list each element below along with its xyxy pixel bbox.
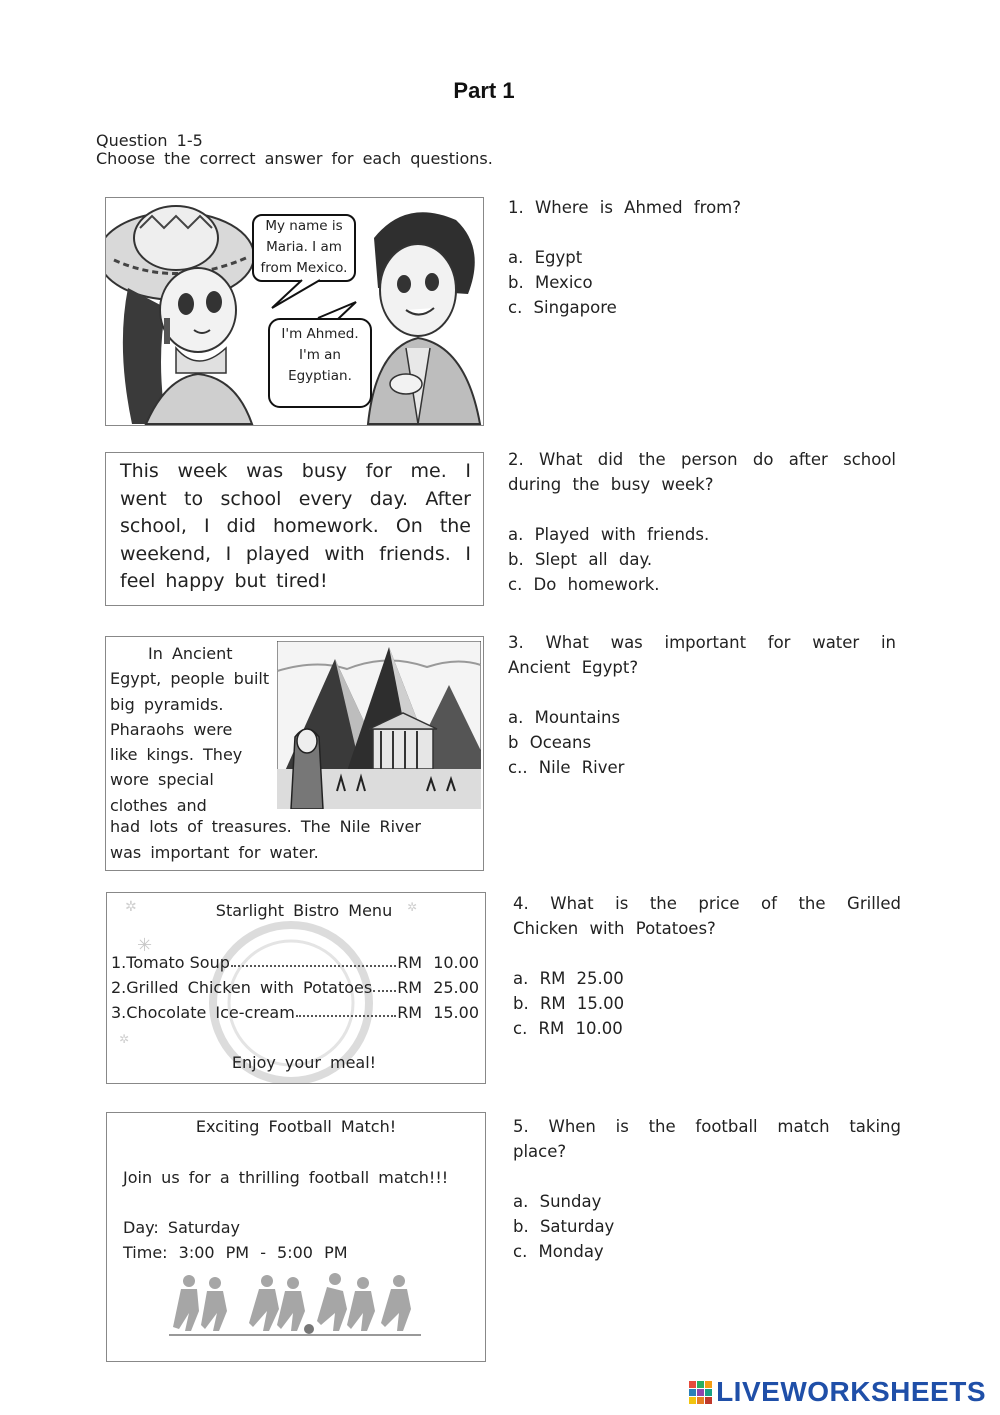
answer-option[interactable]: b. RM 15.00 <box>513 994 625 1013</box>
answer-option[interactable]: b Oceans <box>508 733 592 752</box>
menu-heading: Starlight Bistro Menu <box>215 901 393 920</box>
bubble-maria-line: from Mexico. <box>260 260 348 276</box>
question-stem: place? <box>513 1142 567 1161</box>
menu-item-price: RM 10.00 <box>397 953 479 972</box>
question-2 <box>508 447 896 597</box>
bistro-menu <box>106 892 486 1084</box>
page-title: Part 1 <box>453 78 515 103</box>
question-1 <box>508 195 898 320</box>
speech-bubble-maria <box>252 214 356 282</box>
question-stem: 5. When is the football match taking <box>513 1117 901 1136</box>
question-stem: during the busy week? <box>508 475 714 494</box>
answer-option[interactable]: a. Mountains <box>508 708 621 727</box>
answer-option[interactable]: a. Egypt <box>508 248 583 267</box>
egypt-line: Pharaohs were <box>110 719 233 739</box>
question-stem: 1. Where is Ahmed from? <box>508 198 741 217</box>
football-players-silhouette <box>169 1273 429 1339</box>
menu-item <box>111 953 479 972</box>
football-heading: Exciting Football Match! <box>195 1117 397 1136</box>
football-time: Time: 3:00 PM - 5:00 PM <box>123 1243 348 1262</box>
egypt-line: wore special <box>110 770 214 790</box>
menu-item <box>111 1003 479 1022</box>
answer-option[interactable]: b. Saturday <box>513 1217 615 1236</box>
svg-text:✲: ✲ <box>119 1032 130 1046</box>
menu-footer: Enjoy your meal! <box>231 1053 377 1072</box>
passage-line: went to school every day. After <box>120 487 471 510</box>
answer-option[interactable]: c.. Nile River <box>508 758 625 777</box>
passage-line: school, I did homework. On the <box>120 515 471 537</box>
instructions-line-2: Choose the correct answer for each questions. <box>96 149 493 168</box>
svg-text:✲: ✲ <box>125 899 137 915</box>
answer-option[interactable]: c. Monday <box>513 1242 604 1261</box>
liveworksheets-logo-text: LIVEWORKSHEETS <box>716 1376 986 1407</box>
egypt-line: In Ancient <box>148 644 233 663</box>
ancient-egypt-passage <box>105 636 484 871</box>
menu-item-name: 3.Chocolate Ice-cream <box>111 1003 295 1022</box>
passage-line: feel happy but tired! <box>120 570 328 592</box>
answer-option[interactable]: a. RM 25.00 <box>513 969 624 988</box>
menu-item-name: 1.Tomato Soup <box>111 953 230 972</box>
bubble-maria-line: Maria. I am <box>266 239 342 255</box>
question-3 <box>508 630 896 780</box>
egypt-line: clothes and <box>110 795 207 815</box>
question-stem: 2. What did the person do after school <box>508 450 896 469</box>
instructions <box>96 132 493 168</box>
question-5 <box>513 1114 901 1264</box>
menu-item-name: 2.Grilled Chicken with Potatoes <box>111 978 373 997</box>
football-invite: Join us for a thrilling football match!!! <box>123 1168 449 1187</box>
pyramids-image <box>277 641 481 809</box>
egypt-line: was important for water. <box>110 842 319 862</box>
egypt-line: had lots of treasures. The Nile River <box>110 817 421 836</box>
liveworksheets-logo <box>688 1376 986 1408</box>
passage-line: This week was busy for me. I <box>120 460 471 482</box>
question-stem: 4. What is the price of the Grilled <box>513 894 901 913</box>
answer-option[interactable]: a. Sunday <box>513 1192 602 1211</box>
football-poster <box>106 1112 486 1362</box>
answer-option[interactable]: c. Singapore <box>508 298 617 317</box>
egypt-line: Egypt, people built <box>110 669 270 689</box>
svg-text:✲: ✲ <box>407 900 418 914</box>
question-stem: 3. What was important for water in <box>508 633 896 652</box>
svg-text:✳: ✳ <box>137 935 153 956</box>
instructions-line-1: Question 1-5 <box>96 131 203 150</box>
bubble-ahmed-line: I'm an <box>299 347 341 363</box>
answer-option[interactable]: a. Played with friends. <box>508 525 710 544</box>
answer-option[interactable]: b. Mexico <box>508 273 593 292</box>
bubble-maria-line: My name is <box>265 218 343 234</box>
passage-line: weekend, I played with friends. I <box>120 542 471 565</box>
egypt-line: big pyramids. <box>110 694 224 714</box>
busy-week-passage <box>105 452 484 606</box>
bubble-ahmed-line: Egyptian. <box>288 368 352 384</box>
egypt-line: like kings. They <box>110 745 243 765</box>
liveworksheets-logo-icon <box>688 1379 714 1405</box>
football-day: Day: Saturday <box>123 1218 241 1237</box>
bubble-ahmed-line: I'm Ahmed. <box>281 326 359 342</box>
menu-item <box>111 978 479 997</box>
speech-bubble-ahmed <box>268 318 372 408</box>
question-4 <box>513 891 901 1041</box>
menu-item-price: RM 15.00 <box>397 1003 479 1022</box>
question-stem: Chicken with Potatoes? <box>513 919 716 938</box>
answer-option[interactable]: c. Do homework. <box>508 575 660 594</box>
question-stem: Ancient Egypt? <box>508 658 639 677</box>
answer-option[interactable]: c. RM 10.00 <box>513 1019 623 1038</box>
answer-option[interactable]: b. Slept all day. <box>508 550 653 569</box>
conversation-illustration <box>105 197 484 426</box>
menu-item-price: RM 25.00 <box>397 978 479 997</box>
